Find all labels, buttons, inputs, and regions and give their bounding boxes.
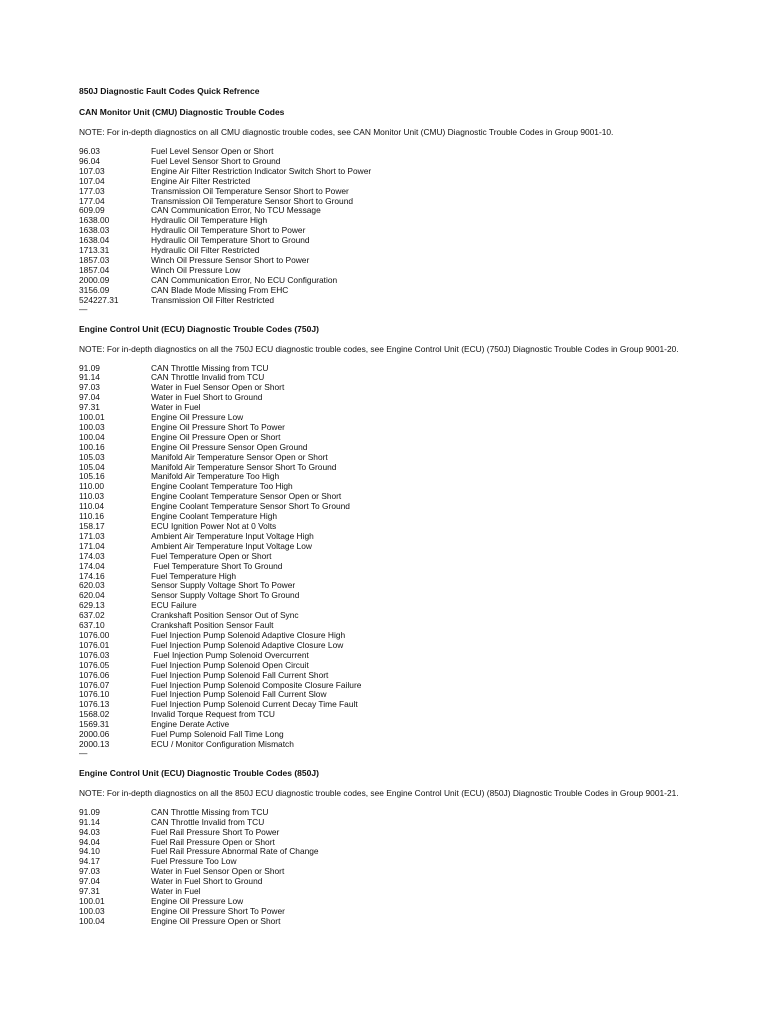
fault-description: CAN Throttle Invalid from TCU [151, 816, 265, 827]
document-title: 850J Diagnostic Fault Codes Quick Refrence [79, 86, 260, 96]
section-title: Engine Control Unit (ECU) Diagnostic Trouble Codes (750J) [79, 323, 319, 334]
fault-description: Fuel Injection Pump Solenoid Fall Current Slow [151, 689, 327, 700]
fault-description: Engine Air Filter Restriction Indicator Switch Short to Power [151, 165, 372, 176]
fault-code: 100.16 [79, 441, 105, 452]
fault-code: 637.10 [79, 620, 105, 631]
fault-code-row [79, 917, 729, 927]
fault-code-row [79, 296, 729, 306]
fault-description: CAN Throttle Invalid from TCU [151, 372, 265, 383]
fault-code: 105.04 [79, 461, 105, 472]
section-title: CAN Monitor Unit (CMU) Diagnostic Trouble Codes [79, 107, 285, 117]
fault-code: 91.09 [79, 362, 100, 373]
fault-code: 158.17 [79, 521, 105, 531]
fault-description: Fuel Injection Pump Solenoid Open Circuit [151, 659, 309, 670]
fault-code: 1076.01 [79, 639, 110, 650]
fault-code: 629.13 [79, 600, 105, 611]
fault-description: Manifold Air Temperature Sensor Open or Short [151, 451, 328, 462]
fault-code: 97.03 [79, 866, 100, 877]
fault-code: 94.04 [79, 836, 100, 847]
fault-description: Fuel Injection Pump Solenoid Overcurrent [151, 649, 309, 660]
code-list [79, 364, 729, 750]
fault-code: 105.16 [79, 471, 105, 482]
fault-description: Fuel Pump Solenoid Fall Time Long [151, 729, 284, 740]
fault-description: Engine Air Filter Restricted [151, 175, 251, 186]
fault-description: Fuel Injection Pump Solenoid Adaptive Closure High [151, 629, 346, 640]
fault-code: 97.31 [79, 402, 100, 413]
fault-description: Manifold Air Temperature Too High [151, 471, 280, 482]
fault-description: CAN Communication Error, No TCU Message [151, 205, 321, 216]
fault-description: Crankshaft Position Sensor Out of Sync [151, 610, 299, 621]
fault-code: 2000.06 [79, 729, 110, 740]
fault-description: Engine Coolant Temperature Too High [151, 481, 293, 492]
fault-code: 100.01 [79, 896, 105, 906]
fault-code: 110.00 [79, 481, 104, 492]
fault-code: 1568.02 [79, 709, 110, 720]
fault-code: 2000.13 [79, 738, 110, 749]
fault-description: CAN Communication Error, No ECU Configuration [151, 274, 338, 285]
fault-code: 107.04 [79, 175, 105, 186]
fault-code: 1076.07 [79, 679, 110, 690]
fault-code: 110.03 [79, 491, 104, 502]
fault-code: 177.04 [79, 195, 105, 206]
section-separator: — [79, 747, 88, 758]
fault-code: 637.02 [79, 610, 105, 621]
fault-description: Invalid Torque Request from TCU [151, 709, 275, 720]
fault-description: Sensor Supply Voltage Short To Power [151, 580, 296, 591]
fault-description: Fuel Temperature Short To Ground [151, 560, 283, 571]
fault-code: 97.04 [79, 392, 100, 403]
fault-description: Engine Oil Pressure Short To Power [151, 905, 285, 916]
fault-description: ECU / Monitor Configuration Mismatch [151, 738, 294, 749]
fault-description: Fuel Injection Pump Solenoid Composite Closure Failure [151, 679, 362, 690]
fault-description: Water in Fuel Sensor Open or Short [151, 382, 285, 393]
code-list [79, 808, 729, 927]
fault-description: Crankshaft Position Sensor Fault [151, 620, 274, 631]
fault-description: Winch Oil Pressure Low [151, 264, 241, 275]
fault-code: 177.03 [79, 185, 105, 196]
fault-description: Fuel Level Sensor Short to Ground [151, 155, 281, 166]
fault-code: 97.03 [79, 382, 100, 393]
fault-description: ECU Failure [151, 600, 197, 611]
fault-description: Water in Fuel Short to Ground [151, 392, 263, 403]
fault-description: Fuel Temperature High [151, 570, 237, 581]
fault-description: Fuel Injection Pump Solenoid Fall Current Short [151, 669, 329, 680]
fault-code: 1076.06 [79, 669, 110, 680]
fault-description: Hydraulic Oil Temperature Short to Ground [151, 235, 310, 246]
fault-code: 100.04 [79, 431, 105, 442]
fault-code: 91.14 [79, 372, 100, 383]
fault-code: 620.03 [79, 580, 105, 591]
fault-description: Transmission Oil Filter Restricted [151, 294, 275, 305]
fault-description: Engine Coolant Temperature Sensor Short To Ground [151, 501, 350, 512]
section-ecu-850j [79, 768, 729, 927]
fault-description: Ambient Air Temperature Input Voltage High [151, 530, 314, 541]
fault-code: 110.04 [79, 501, 104, 512]
fault-code: 94.03 [79, 826, 100, 837]
fault-description: Transmission Oil Temperature Sensor Short to Ground [151, 195, 354, 206]
fault-code: 174.03 [79, 550, 105, 561]
fault-code-row [79, 671, 729, 681]
fault-code: 171.03 [79, 530, 105, 541]
fault-code: 91.14 [79, 816, 100, 827]
fault-description: Hydraulic Oil Temperature High [151, 215, 268, 226]
fault-description: Transmission Oil Temperature Sensor Short to Power [151, 185, 349, 196]
fault-code: 1713.31 [79, 245, 110, 256]
fault-description: Water in Fuel [151, 886, 201, 897]
fault-code-row [79, 740, 729, 750]
fault-code: 97.04 [79, 876, 100, 887]
fault-code: 100.03 [79, 905, 105, 916]
fault-description: Fuel Pressure Too Low [151, 856, 237, 867]
fault-description: Engine Oil Pressure Open or Short [151, 915, 281, 926]
fault-code: 174.16 [79, 570, 105, 581]
fault-code: 94.17 [79, 856, 100, 867]
fault-code: 107.03 [79, 165, 105, 176]
section-cmu [79, 107, 729, 314]
section-ecu-750j [79, 324, 729, 758]
fault-description: Ambient Air Temperature Input Voltage Low [151, 540, 312, 551]
fault-description: Engine Oil Pressure Short To Power [151, 421, 285, 432]
fault-description: Engine Coolant Temperature High [151, 511, 278, 522]
fault-description: Water in Fuel Sensor Open or Short [151, 866, 285, 877]
section-note: NOTE: For in-depth diagnostics on all the 850J ECU diagnostic trouble codes, see Engine Control Unit (ECU) (850J) Diagnostic Trouble Codes in Group 9001-21. [79, 787, 679, 798]
fault-code: 100.04 [79, 915, 105, 926]
fault-code: 1638.04 [79, 235, 110, 246]
section-title: Engine Control Unit (ECU) Diagnostic Trouble Codes (850J) [79, 767, 319, 778]
fault-description: Engine Oil Pressure Low [151, 896, 244, 906]
fault-code: 2000.09 [79, 274, 110, 285]
fault-description: Fuel Injection Pump Solenoid Current Decay Time Fault [151, 699, 358, 710]
fault-description: Hydraulic Oil Filter Restricted [151, 245, 260, 256]
fault-code: 609.09 [79, 205, 105, 216]
section-note: NOTE: For in-depth diagnostics on all the 750J ECU diagnostic trouble codes, see Engine Control Unit (ECU) (750J) Diagnostic Trouble Codes in Group 9001-20. [79, 343, 679, 354]
fault-description: Engine Oil Pressure Open or Short [151, 431, 281, 442]
fault-code: 1076.03 [79, 649, 110, 660]
fault-description: Engine Oil Pressure Low [151, 412, 244, 423]
fault-code: 171.04 [79, 540, 105, 551]
section-separator: — [79, 303, 88, 314]
fault-code: 96.04 [79, 155, 100, 166]
fault-code: 1857.03 [79, 254, 110, 265]
fault-code: 1076.00 [79, 629, 110, 640]
fault-code: 97.31 [79, 886, 100, 897]
fault-description: CAN Throttle Missing from TCU [151, 806, 269, 817]
fault-code: 3156.09 [79, 284, 110, 295]
fault-code: 1638.03 [79, 225, 110, 236]
fault-description: Engine Coolant Temperature Sensor Open or Short [151, 491, 342, 502]
fault-code: 1076.05 [79, 659, 110, 670]
fault-description: Fuel Rail Pressure Open or Short [151, 836, 275, 847]
fault-description: Fuel Rail Pressure Short To Power [151, 826, 280, 837]
fault-description: Water in Fuel Short to Ground [151, 876, 263, 887]
fault-description: CAN Throttle Missing from TCU [151, 362, 269, 373]
fault-code: 1076.10 [79, 689, 110, 700]
fault-description: Fuel Level Sensor Open or Short [151, 146, 274, 156]
fault-description: Hydraulic Oil Temperature Short to Power [151, 225, 306, 236]
fault-code: 91.09 [79, 806, 100, 817]
fault-description: Engine Derate Active [151, 719, 230, 730]
fault-description: CAN Blade Mode Missing From EHC [151, 284, 289, 295]
fault-code: 100.01 [79, 412, 105, 423]
fault-description: Fuel Temperature Open or Short [151, 550, 272, 561]
fault-code: 620.04 [79, 590, 105, 601]
document-page [79, 86, 729, 927]
fault-code: 174.04 [79, 560, 105, 571]
fault-description: Fuel Rail Pressure Abnormal Rate of Change [151, 846, 319, 857]
fault-description: Sensor Supply Voltage Short To Ground [151, 590, 300, 601]
fault-code: 1638.00 [79, 215, 110, 226]
fault-code: 100.03 [79, 421, 105, 432]
fault-code: 94.10 [79, 846, 100, 857]
fault-code: 524227.31 [79, 294, 119, 305]
code-list [79, 147, 729, 306]
fault-code: 110.16 [79, 511, 104, 522]
fault-code: 96.03 [79, 146, 100, 156]
fault-code: 1569.31 [79, 719, 110, 730]
fault-description: Winch Oil Pressure Sensor Short to Power [151, 254, 310, 265]
fault-description: Engine Oil Pressure Sensor Open Ground [151, 441, 308, 452]
fault-description: Manifold Air Temperature Sensor Short To Ground [151, 461, 337, 472]
fault-code: 1076.13 [79, 699, 110, 710]
fault-description: Water in Fuel [151, 402, 201, 413]
fault-code: 1857.04 [79, 264, 110, 275]
section-note: NOTE: For in-depth diagnostics on all CMU diagnostic trouble codes, see CAN Monitor Unit (CMU) Diagnostic Trouble Codes in Group 9001-10. [79, 127, 614, 137]
fault-description: ECU Ignition Power Not at 0 Volts [151, 521, 277, 531]
fault-code: 105.03 [79, 451, 105, 462]
fault-description: Fuel Injection Pump Solenoid Adaptive Closure Low [151, 639, 344, 650]
